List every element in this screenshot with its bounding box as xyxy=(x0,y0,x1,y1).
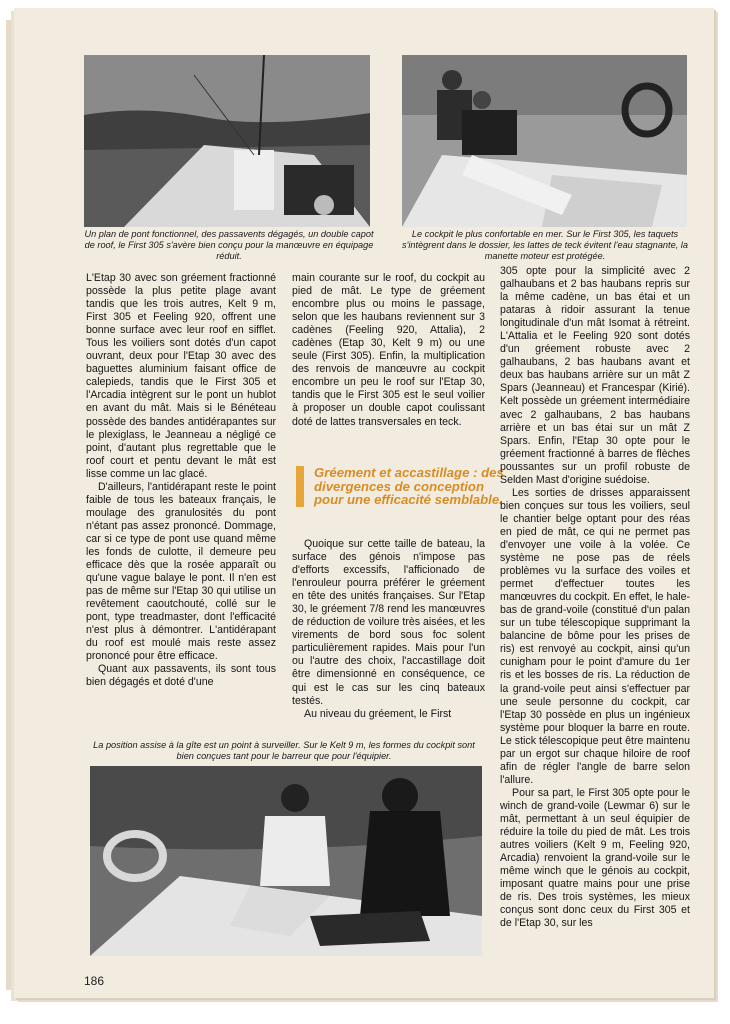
column-left xyxy=(86,272,276,690)
paragraph: Quant aux passavents, ils sont tous bien dégagés et doté d'une xyxy=(86,663,276,689)
photo-cockpit xyxy=(402,55,687,227)
column-middle-bottom xyxy=(292,538,485,721)
column-middle-top xyxy=(292,272,485,429)
caption-cockpit: Le cockpit le plus confortable en mer. Sur le First 305, les taquets s'intègrent dans le dossier, les lattes de teck évitent l'eau stagnante, la manette moteur est protégée. xyxy=(402,229,688,261)
photo-crew xyxy=(90,766,482,956)
photo-deck-plan xyxy=(84,55,370,227)
paragraph: Au niveau du gréement, le First xyxy=(304,707,452,720)
caption-deck-plan: Un plan de pont fonctionnel, des passavents dégagés, un double capot de roof, le First 305 s'avère bien conçu pour la manœuvre en équipage réduit. xyxy=(84,229,374,261)
paragraph: main courante sur le roof, du cockpit au pied de mât. Le type de gréement encombre plus ou moins le passage, selon que les haubans reviennent sur 3 cadènes (Feeling 920, Attalia), 2 cadènes (Etap 30, Kelt 9 m) ou une seule (First 305). Enfin, la multiplication des renvois de manœuvre au cockpit encombre un peu le roof sur l'Etap 30, tandis que le First 305 est le seul voilier à proposer un double capot coulissant doté de lattes transversales en teck. xyxy=(292,272,485,428)
paragraph: L'Etap 30 avec son gréement fractionné possède la plus petite plage avant tandis que les trois autres, Kelt 9 m, First 305 et Feeling 920, offrent une bonne surface avec leur roof en sifflet. Tous les voiliers sont dotés d'un capot ouvrant, deux pour l'Etap 30 avec des baguettes aluminium faisant office de calepieds, tandis que le First 305 et l'Arcadia intègrent sur le pont un hublot en avant du mât. Mais si le Bénéteau possède des bandes antidérapantes sur le plexiglass, le Jeanneau a négligé ce point, d'autant plus regrettable que le roof court et pentu devant le mât est lisse comme un lac glacé. xyxy=(86,272,276,480)
paragraph: Quoique sur cette taille de bateau, la surface des génois n'impose pas d'efforts excessifs, l'afficionado de l'enrouleur pourra préférer le gréement en tête des unités françaises. Sur l'Etap 30, le gréement 7/8 rend les manœuvres de réduction de voilure très aisées, et les virements de bord sous foc solent particulièrement rapides. Mais pour l'un ou l'autre des choix, l'accastillage doit être dimensionné en conséquence, ce qui est le cas sur les cinq bateaux testés. xyxy=(292,538,485,707)
page-number: 186 xyxy=(84,974,105,988)
paragraph: Les sorties de drisses apparaissent bien conçues sur tous les voiliers, seul le chantier belge optant pour des réas en pied de mât, ce qui ne permet pas d'envoyer une voile à la volée. Ce système ne pose pas de réels problèmes vu la surface des voiles et permet d'effectuer toutes les manœuvres du cockpit. En effet, le hale-bas de grand-voile (constitué d'un palan sur un tube télescopique supprimant la balancine de bôme pour les prises de ris) est renvoyé au cockpit, ainsi qu'un cunigham pour le point d'amure du 1er ris et les bosses de ris. La réduction de la grand-voile peut ainsi s'effectuer par une seule personne du cockpit, car l'Etap 30 possède en plus un ingénieux système pour bloquer la barre en route. Le stick télescopique peut être maintenu par un ergot sur chaque hiloire de roof afin de régler l'angle de barre selon l'allure. xyxy=(500,486,690,786)
paragraph: Pour sa part, le First 305 opte pour le winch de grand-voile (Lewmar 6) sur le mât, permettant à un seul équipier de réduire la toile du pied de mât. Les trois autres voiliers (Kelt 9 m, Feeling 920, Arcadia) renvoient la grand-voile sur le même winch que le génois au cockpit, imposant quatre mains pour une prise de ris. Des trois systèmes, les mieux conçus sont donc ceux du First 305 et de l'Etap 30, sur les xyxy=(500,786,690,930)
paragraph: D'ailleurs, l'antidérapant reste le point faible de tous les bateaux français, le moulage des granulosités du pont n'étant pas assez prononcé. Dommage, car si ce type de pont use quand même les fonds de culotte, il demeure peu efficace dès que la rosée apparaît ou qu'une vague balaye le pont. Il n'en est pas de même sur l'Etap 30 qui utilise un revêtement caoutchouté, collé sur le pont, type treadmaster, dont l'efficacité n'est plus à démontrer. L'antidérapant du roof est moulé mais reste assez prononcé pour être efficace. xyxy=(86,480,276,663)
section-heading: Gréement et accastillage : des divergences de conception pour une efficacité semblable. xyxy=(296,466,504,507)
caption-crew: La position assise à la gîte est un point à surveiller. Sur le Kelt 9 m, les formes du cockpit sont bien conçues tant pour le barreur que pour l'équipier. xyxy=(93,740,475,761)
column-right xyxy=(500,265,690,930)
paragraph: 305 opte pour la simplicité avec 2 galhaubans et 2 bas haubans repris sur la même cadène, un bas étai et un pataras à ridoir assurant la tenue longitudinale d'un mât Isomat à rétreint. L'Attalia et le Feeling 920 sont dotés d'un gréement robuste avec 2 galhaubans, 2 bas haubans avant et deux bas haubans arrière sur un mât Z Spars (Jeanneau) et Francespar (Kirié). Kelt possède un gréement intermédiaire avec 2 galhaubans, 2 bas haubans arrière et un bas étai sur un mât Z Spars. Enfin, l'Etap 30 opte pour le gréement fractionné à barres de flèches poussantes sur un profil robuste de Selden Mast d'origine suédoise. xyxy=(500,265,690,486)
